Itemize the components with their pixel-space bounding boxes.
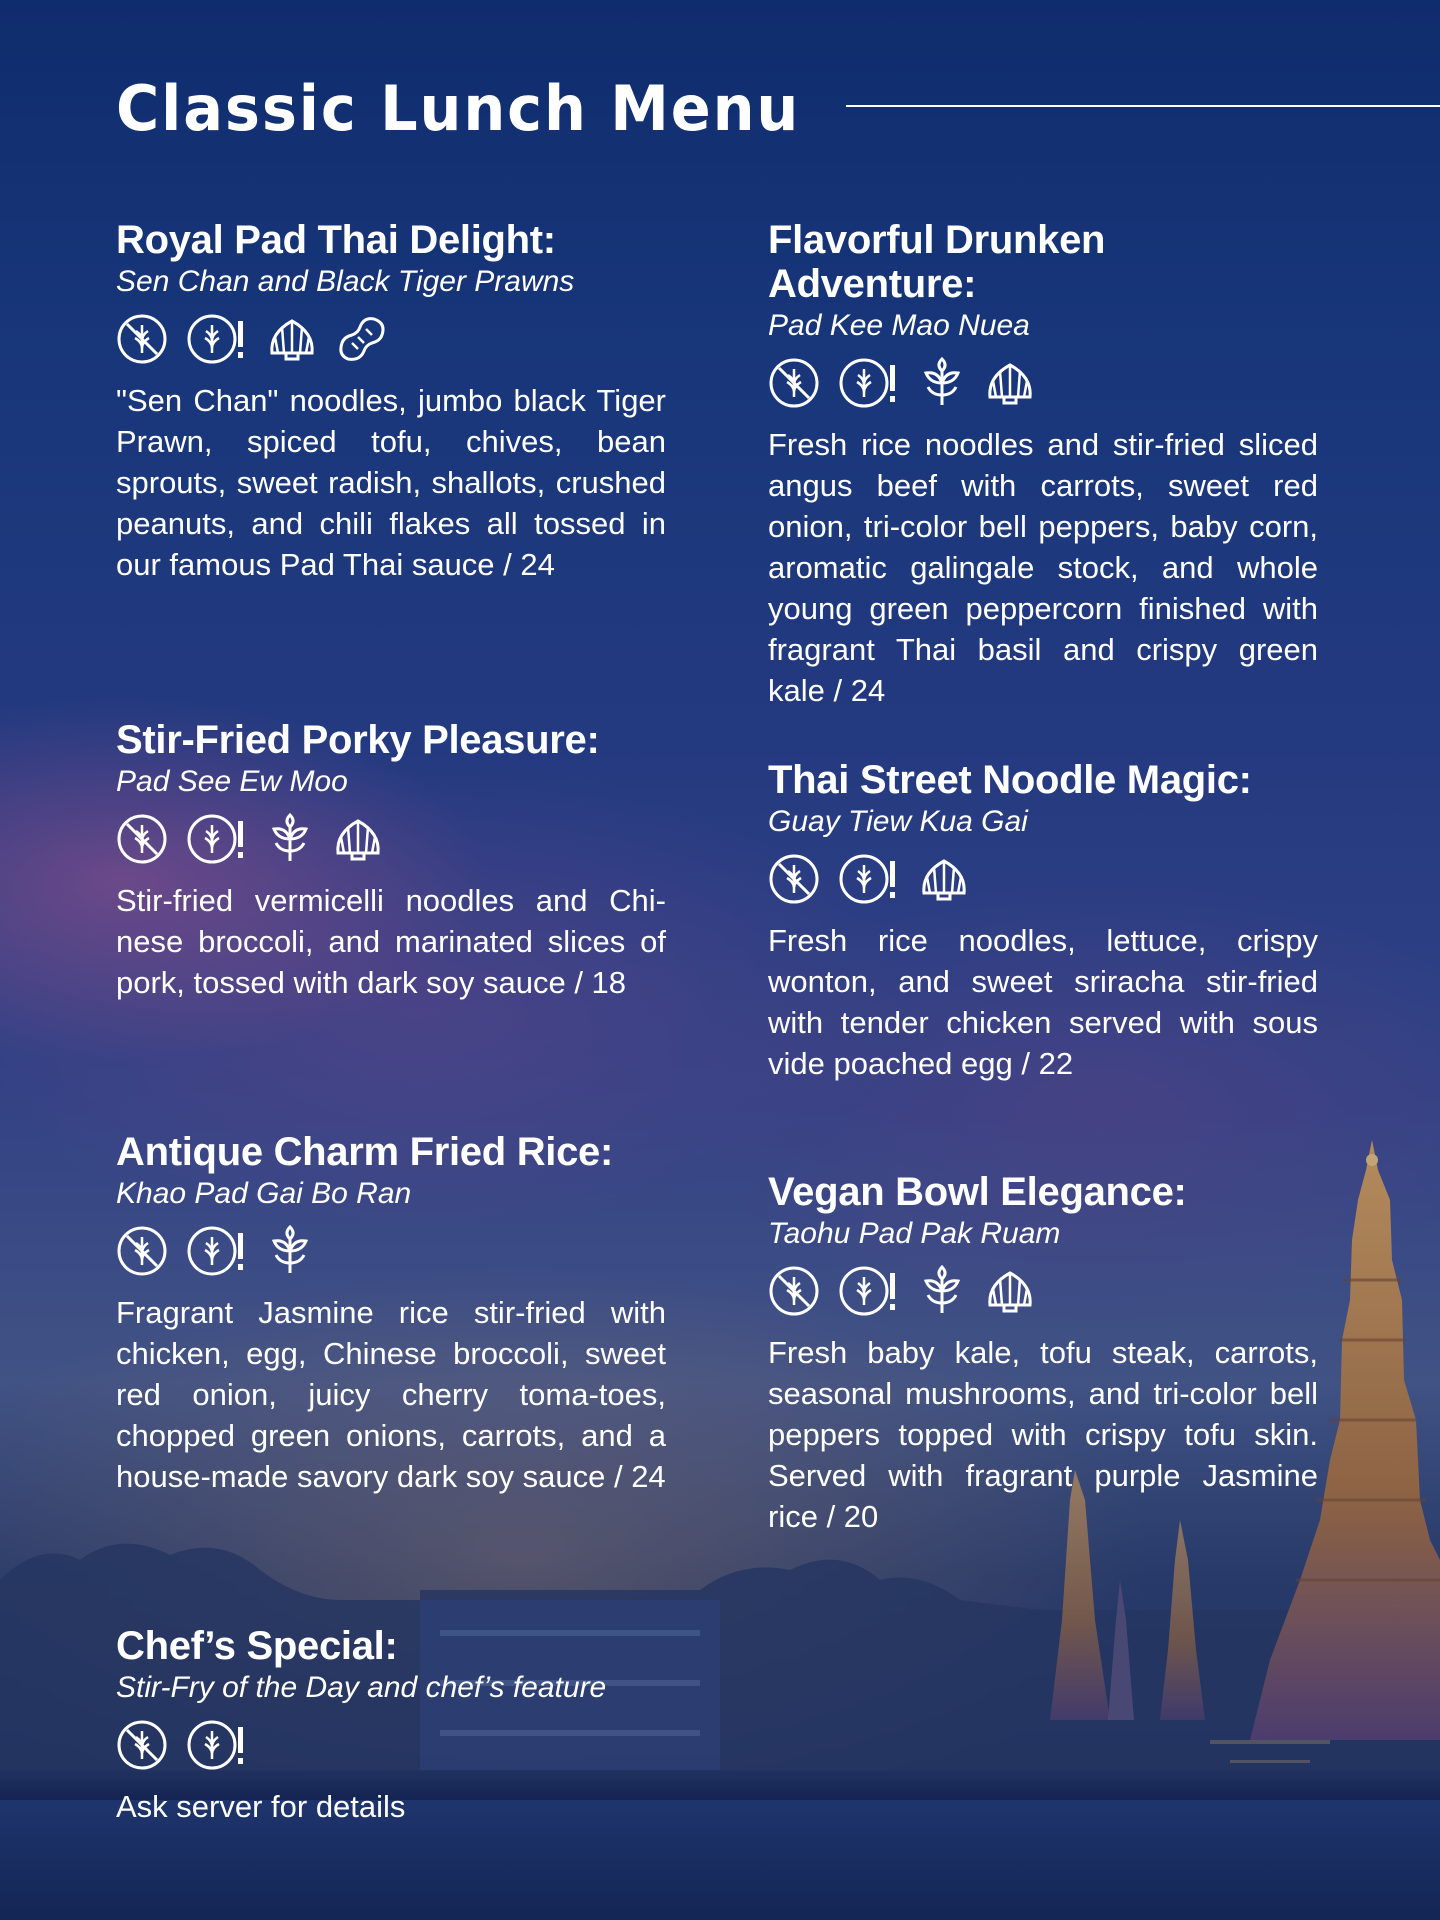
gluten-warning-icon [186, 1225, 248, 1277]
dish-subtitle: Sen Chan and Black Tiger Prawns [116, 265, 575, 298]
shellfish-icon [332, 813, 384, 865]
gluten-warning-icon [186, 313, 248, 365]
dish-name: Antique Charm Fried Rice: [116, 1130, 614, 1174]
dish-description: Stir-fried vermicelli noodles and Chi-nese broccoli, and marinated slices of pork, tossed with dark soy sauce / 18 [116, 883, 666, 1000]
gluten-warning-icon [838, 853, 900, 905]
plant-icon [918, 357, 966, 409]
menu-item-royal-pad-thai [116, 218, 666, 585]
dish-subtitle: Pad Kee Mao Nuea [768, 309, 1030, 342]
gluten-warning-icon [186, 1719, 248, 1771]
gluten-warning-icon [186, 813, 248, 865]
dietary-icons [116, 1718, 666, 1772]
dish-name: Royal Pad Thai Delight: [116, 218, 556, 262]
dish-name: Vegan Bowl Elegance: [768, 1170, 1187, 1214]
menu-item-stir-fried-porky [116, 718, 666, 1003]
menu-title: Classic Lunch Menu [116, 72, 801, 145]
no-gluten-icon [116, 1225, 168, 1277]
peanut-icon [336, 313, 388, 365]
menu-item-chefs-special [116, 1624, 666, 1827]
dish-description: Fragrant Jasmine rice stir-fried with chicken, egg, Chinese broccoli, sweet red onion, juicy cherry toma-toes, chopped green onions, carrots, and a house-made savory dark soy sauce / 24 [116, 1295, 666, 1494]
dish-name: Flavorful Drunken Adventure: [768, 218, 1106, 306]
dish-subtitle: Pad See Ew Moo [116, 765, 348, 798]
gluten-warning-icon [838, 1265, 900, 1317]
dish-subtitle: Taohu Pad Pak Ruam [768, 1217, 1061, 1250]
shellfish-icon [984, 357, 1036, 409]
gluten-warning-icon [838, 357, 900, 409]
no-gluten-icon [116, 813, 168, 865]
no-gluten-icon [768, 357, 820, 409]
dish-subtitle: Guay Tiew Kua Gai [768, 805, 1028, 838]
no-gluten-icon [768, 853, 820, 905]
dietary-icons [116, 1224, 666, 1278]
shellfish-icon [918, 853, 970, 905]
dish-description: Fresh rice noodles and stir-fried sliced angus beef with carrots, sweet red onion, tri-color bell peppers, baby corn, aromatic galingale stock, and whole young green peppercorn finished with fragrant Thai basil and crispy green kale / 24 [768, 427, 1318, 708]
dietary-icons [768, 356, 1318, 410]
dish-name: Thai Street Noodle Magic: [768, 758, 1252, 802]
dish-description: Fresh baby kale, tofu steak, carrots, seasonal mushrooms, and tri-color bell peppers topped with crispy tofu skin. Served with fragrant purple Jasmine rice / 20 [768, 1335, 1318, 1534]
plant-icon [266, 1225, 314, 1277]
dietary-icons [768, 852, 1318, 906]
plant-icon [266, 813, 314, 865]
shellfish-icon [266, 313, 318, 365]
menu-item-drunken-adventure [768, 218, 1318, 711]
dish-description: "Sen Chan" noodles, jumbo black Tiger Prawn, spiced tofu, chives, bean sprouts, sweet radish, shallots, crushed peanuts, and chili flakes all tossed in our famous Pad Thai sauce / 24 [116, 383, 666, 582]
title-divider [846, 105, 1440, 107]
dish-subtitle: Stir-Fry of the Day and chef’s feature [116, 1671, 607, 1704]
no-gluten-icon [116, 1719, 168, 1771]
menu-item-antique-fried-rice [116, 1130, 666, 1497]
dish-description: Fresh rice noodles, lettuce, crispy wonton, and sweet sriracha stir-fried with tender chicken served with sous vide poached egg / 22 [768, 923, 1318, 1081]
dish-subtitle: Khao Pad Gai Bo Ran [116, 1177, 412, 1210]
dietary-icons [116, 812, 666, 866]
dish-name: Chef’s Special: [116, 1624, 398, 1668]
menu-item-street-noodle [768, 758, 1318, 1084]
dish-description: Ask server for details [116, 1789, 406, 1824]
dietary-icons [116, 312, 666, 366]
no-gluten-icon [768, 1265, 820, 1317]
no-gluten-icon [116, 313, 168, 365]
shellfish-icon [984, 1265, 1036, 1317]
dietary-icons [768, 1264, 1318, 1318]
plant-icon [918, 1265, 966, 1317]
dish-name: Stir-Fried Porky Pleasure: [116, 718, 600, 762]
menu-item-vegan-bowl [768, 1170, 1318, 1537]
